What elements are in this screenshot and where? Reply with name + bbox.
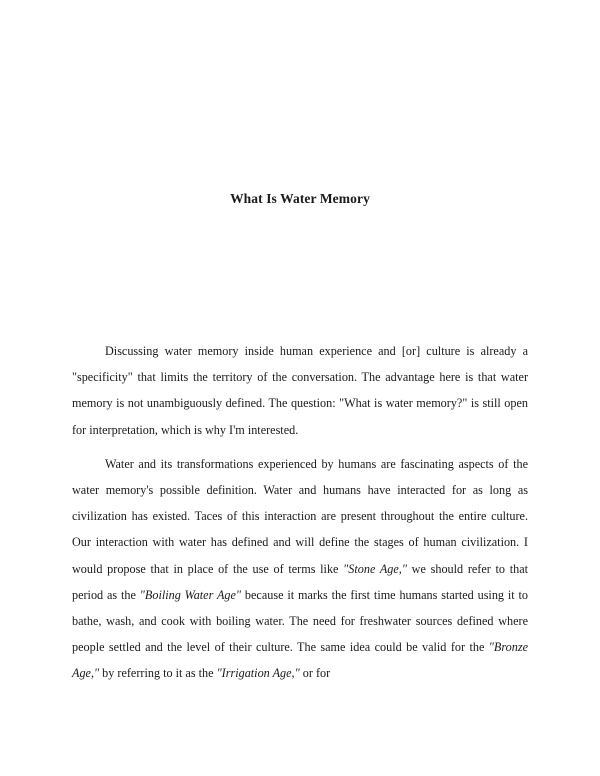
paragraph-2-text-d: by referring to it as the (99, 666, 217, 681)
paragraph-2-text-a: Water and its transformations experienced by humans are fascinating aspects of the water memory's possible definition. Water and humans have interacted for as long as civilization has existed. Taces of this interaction are present throughout the entire culture. Our interaction with water has defined and will define the stages of human civilization. I would propose that in place of the use of terms like (72, 456, 528, 576)
paragraph-2-text-e: or for (299, 666, 331, 681)
italic-term-bronze-age: "Bronze Age," (72, 640, 528, 681)
italic-term-irrigation-age: "Irrigation Age," (216, 666, 300, 681)
document-title: What Is Water Memory (230, 191, 370, 206)
document-body (72, 338, 528, 695)
paragraph-2-text-b: we should refer to that period as the (72, 561, 528, 602)
italic-term-boiling-water-age: "Boiling Water Age" (139, 587, 242, 602)
paragraph-1-text: Discussing water memory inside human experience and [or] culture is already a "specificity" that limits the territory of the conversation. The advantage here is that water memory is not unambiguously defined. The question: "What is water memory?" is still open for interpretation, which is why I'm interested. (72, 344, 528, 437)
italic-term-stone-age: "Stone Age," (343, 561, 407, 576)
paragraph-2 (72, 451, 528, 687)
paragraph-2-text-c: because it marks the first time humans started using it to bathe, wash, and cook with boiling water. The need for freshwater sources defined where people settled and the level of their culture. The same idea could be valid for the (72, 587, 529, 655)
paragraph-1 (72, 338, 528, 443)
